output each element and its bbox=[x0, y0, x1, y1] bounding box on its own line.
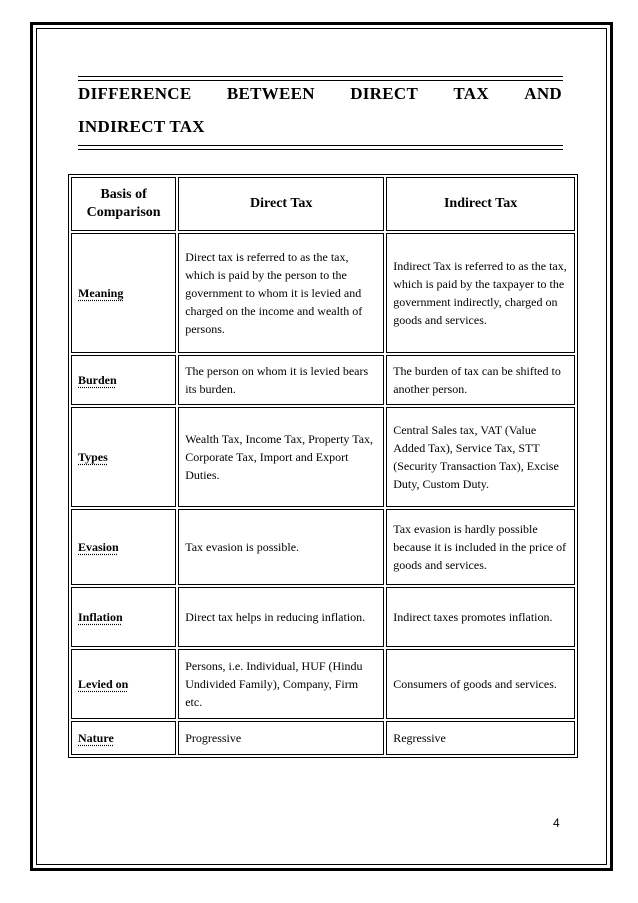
row-label bbox=[71, 721, 176, 755]
title-rule-top bbox=[78, 76, 563, 81]
title-word: DIFFERENCE bbox=[78, 84, 192, 103]
indirect-cell: Central Sales tax, VAT (Value Added Tax), Service Tax, STT (Security Transaction Tax), Excise Duty, Custom Duty. bbox=[386, 407, 575, 507]
indirect-cell: Consumers of goods and services. bbox=[386, 649, 575, 719]
page-title-line1 bbox=[78, 84, 562, 104]
page-number: 4 bbox=[553, 816, 560, 830]
row-label bbox=[71, 587, 176, 647]
title-word: TAX bbox=[453, 84, 489, 103]
table-row bbox=[71, 649, 575, 719]
indirect-cell: Indirect Tax is referred to as the tax, which is paid by the taxpayer to the government indirectly, charged on goods and services. bbox=[386, 233, 575, 353]
direct-cell: Progressive bbox=[178, 721, 384, 755]
direct-cell: Wealth Tax, Income Tax, Property Tax, Corporate Tax, Import and Export Duties. bbox=[178, 407, 384, 507]
indirect-cell: Indirect taxes promotes inflation. bbox=[386, 587, 575, 647]
row-label bbox=[71, 407, 176, 507]
row-label-text: Meaning bbox=[78, 286, 124, 300]
table-header-row bbox=[71, 177, 575, 231]
table-row bbox=[71, 587, 575, 647]
row-label-text: Inflation bbox=[78, 610, 123, 624]
direct-cell: Tax evasion is possible. bbox=[178, 509, 384, 585]
direct-cell: The person on whom it is levied bears its burden. bbox=[178, 355, 384, 405]
table-row bbox=[71, 233, 575, 353]
row-label-text: Nature bbox=[78, 731, 114, 745]
comparison-table bbox=[68, 174, 578, 758]
indirect-cell: Tax evasion is hardly possible because it is included in the price of goods and services. bbox=[386, 509, 575, 585]
table-row bbox=[71, 509, 575, 585]
header-basis: Basis of Comparison bbox=[71, 177, 176, 231]
direct-cell: Persons, i.e. Individual, HUF (Hindu Undivided Family), Company, Firm etc. bbox=[178, 649, 384, 719]
title-rule-bottom bbox=[78, 145, 563, 150]
direct-cell: Direct tax is referred to as the tax, which is paid by the person to the government to whom it is levied and charged on the income and wealth of persons. bbox=[178, 233, 384, 353]
row-label-text: Evasion bbox=[78, 540, 119, 554]
row-label bbox=[71, 355, 176, 405]
page-title-line2: INDIRECT TAX bbox=[78, 117, 205, 136]
title-word: BETWEEN bbox=[226, 84, 315, 103]
title-word: AND bbox=[524, 84, 562, 103]
row-label-text: Types bbox=[78, 450, 108, 464]
title-word: DIRECT bbox=[350, 84, 419, 103]
row-label bbox=[71, 233, 176, 353]
table-row bbox=[71, 407, 575, 507]
row-label-text: Burden bbox=[78, 373, 117, 387]
table-row bbox=[71, 355, 575, 405]
direct-cell: Direct tax helps in reducing inflation. bbox=[178, 587, 384, 647]
header-indirect-tax: Indirect Tax bbox=[386, 177, 575, 231]
indirect-cell: Regressive bbox=[386, 721, 575, 755]
indirect-cell: The burden of tax can be shifted to another person. bbox=[386, 355, 575, 405]
row-label bbox=[71, 509, 176, 585]
header-direct-tax: Direct Tax bbox=[178, 177, 384, 231]
table-row bbox=[71, 721, 575, 755]
row-label bbox=[71, 649, 176, 719]
row-label-text: Levied on bbox=[78, 677, 129, 691]
